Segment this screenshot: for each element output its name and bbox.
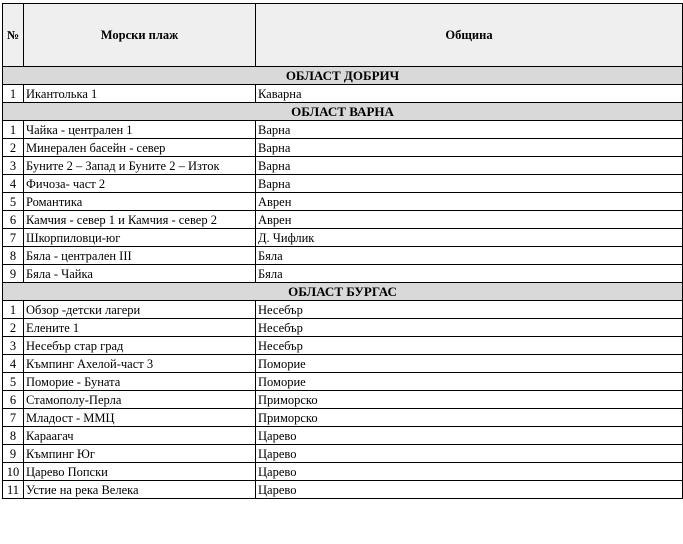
row-number: 3 [3, 337, 24, 355]
beaches-table [2, 3, 683, 499]
table-row [3, 121, 683, 139]
beach-name: Устие на река Велека [24, 481, 256, 499]
beach-name: Фичоза- част 2 [24, 175, 256, 193]
row-number: 4 [3, 355, 24, 373]
municipality-name: Варна [256, 157, 683, 175]
municipality-name: Приморско [256, 409, 683, 427]
region-title: ОБЛАСТ ВАРНА [3, 103, 683, 121]
row-number: 7 [3, 409, 24, 427]
region-row [3, 103, 683, 121]
table-row [3, 463, 683, 481]
municipality-name: Несебър [256, 337, 683, 355]
municipality-name: Царево [256, 445, 683, 463]
table-row [3, 139, 683, 157]
row-number: 1 [3, 121, 24, 139]
beach-name: Шкорпиловци-юг [24, 229, 256, 247]
region-title: ОБЛАСТ БУРГАС [3, 283, 683, 301]
table-row [3, 355, 683, 373]
row-number: 2 [3, 139, 24, 157]
municipality-name: Каварна [256, 85, 683, 103]
municipality-name: Варна [256, 175, 683, 193]
municipality-name: Приморско [256, 391, 683, 409]
table-body [3, 67, 683, 499]
municipality-name: Царево [256, 463, 683, 481]
table-row [3, 445, 683, 463]
row-number: 3 [3, 157, 24, 175]
table-row [3, 247, 683, 265]
header-number: № [3, 4, 24, 67]
row-number: 9 [3, 265, 24, 283]
municipality-name: Царево [256, 427, 683, 445]
table-row [3, 427, 683, 445]
row-number: 5 [3, 373, 24, 391]
table-row [3, 229, 683, 247]
region-row [3, 283, 683, 301]
table-row [3, 301, 683, 319]
row-number: 8 [3, 427, 24, 445]
header-municipality: Община [256, 4, 683, 67]
table-row [3, 211, 683, 229]
row-number: 4 [3, 175, 24, 193]
row-number: 2 [3, 319, 24, 337]
beach-name: Романтика [24, 193, 256, 211]
table-row [3, 265, 683, 283]
table-row [3, 175, 683, 193]
beach-name: Къмпинг Юг [24, 445, 256, 463]
header-beach: Морски плаж [24, 4, 256, 67]
table-row [3, 319, 683, 337]
row-number: 1 [3, 301, 24, 319]
municipality-name: Несебър [256, 319, 683, 337]
region-title: ОБЛАСТ ДОБРИЧ [3, 67, 683, 85]
municipality-name: Варна [256, 139, 683, 157]
table-row [3, 193, 683, 211]
row-number: 9 [3, 445, 24, 463]
table-row [3, 157, 683, 175]
beach-name: Икантолька 1 [24, 85, 256, 103]
table-row [3, 337, 683, 355]
row-number: 8 [3, 247, 24, 265]
beach-name: Караагач [24, 427, 256, 445]
row-number: 6 [3, 391, 24, 409]
beach-name: Стамополу-Перла [24, 391, 256, 409]
beach-name: Бяла - централен III [24, 247, 256, 265]
beach-name: Несебър стар град [24, 337, 256, 355]
municipality-name: Д. Чифлик [256, 229, 683, 247]
beach-name: Царево Попски [24, 463, 256, 481]
table-header [3, 4, 683, 67]
municipality-name: Бяла [256, 265, 683, 283]
municipality-name: Поморие [256, 355, 683, 373]
municipality-name: Бяла [256, 247, 683, 265]
beach-name: Къмпинг Ахелой-част 3 [24, 355, 256, 373]
beach-name: Минерален басейн - север [24, 139, 256, 157]
beaches-table-container [2, 3, 682, 499]
beach-name: Поморие - Буната [24, 373, 256, 391]
municipality-name: Поморие [256, 373, 683, 391]
table-row [3, 373, 683, 391]
region-row [3, 67, 683, 85]
beach-name: Буните 2 – Запад и Буните 2 – Изток [24, 157, 256, 175]
beach-name: Камчия - север 1 и Камчия - север 2 [24, 211, 256, 229]
row-number: 10 [3, 463, 24, 481]
table-row [3, 409, 683, 427]
municipality-name: Аврен [256, 211, 683, 229]
municipality-name: Царево [256, 481, 683, 499]
beach-name: Бяла - Чайка [24, 265, 256, 283]
beach-name: Обзор -детски лагери [24, 301, 256, 319]
table-row [3, 391, 683, 409]
row-number: 1 [3, 85, 24, 103]
municipality-name: Несебър [256, 301, 683, 319]
beach-name: Елените 1 [24, 319, 256, 337]
row-number: 7 [3, 229, 24, 247]
row-number: 11 [3, 481, 24, 499]
table-row [3, 481, 683, 499]
beach-name: Младост - ММЦ [24, 409, 256, 427]
table-row [3, 85, 683, 103]
municipality-name: Варна [256, 121, 683, 139]
row-number: 6 [3, 211, 24, 229]
row-number: 5 [3, 193, 24, 211]
municipality-name: Аврен [256, 193, 683, 211]
beach-name: Чайка - централен 1 [24, 121, 256, 139]
